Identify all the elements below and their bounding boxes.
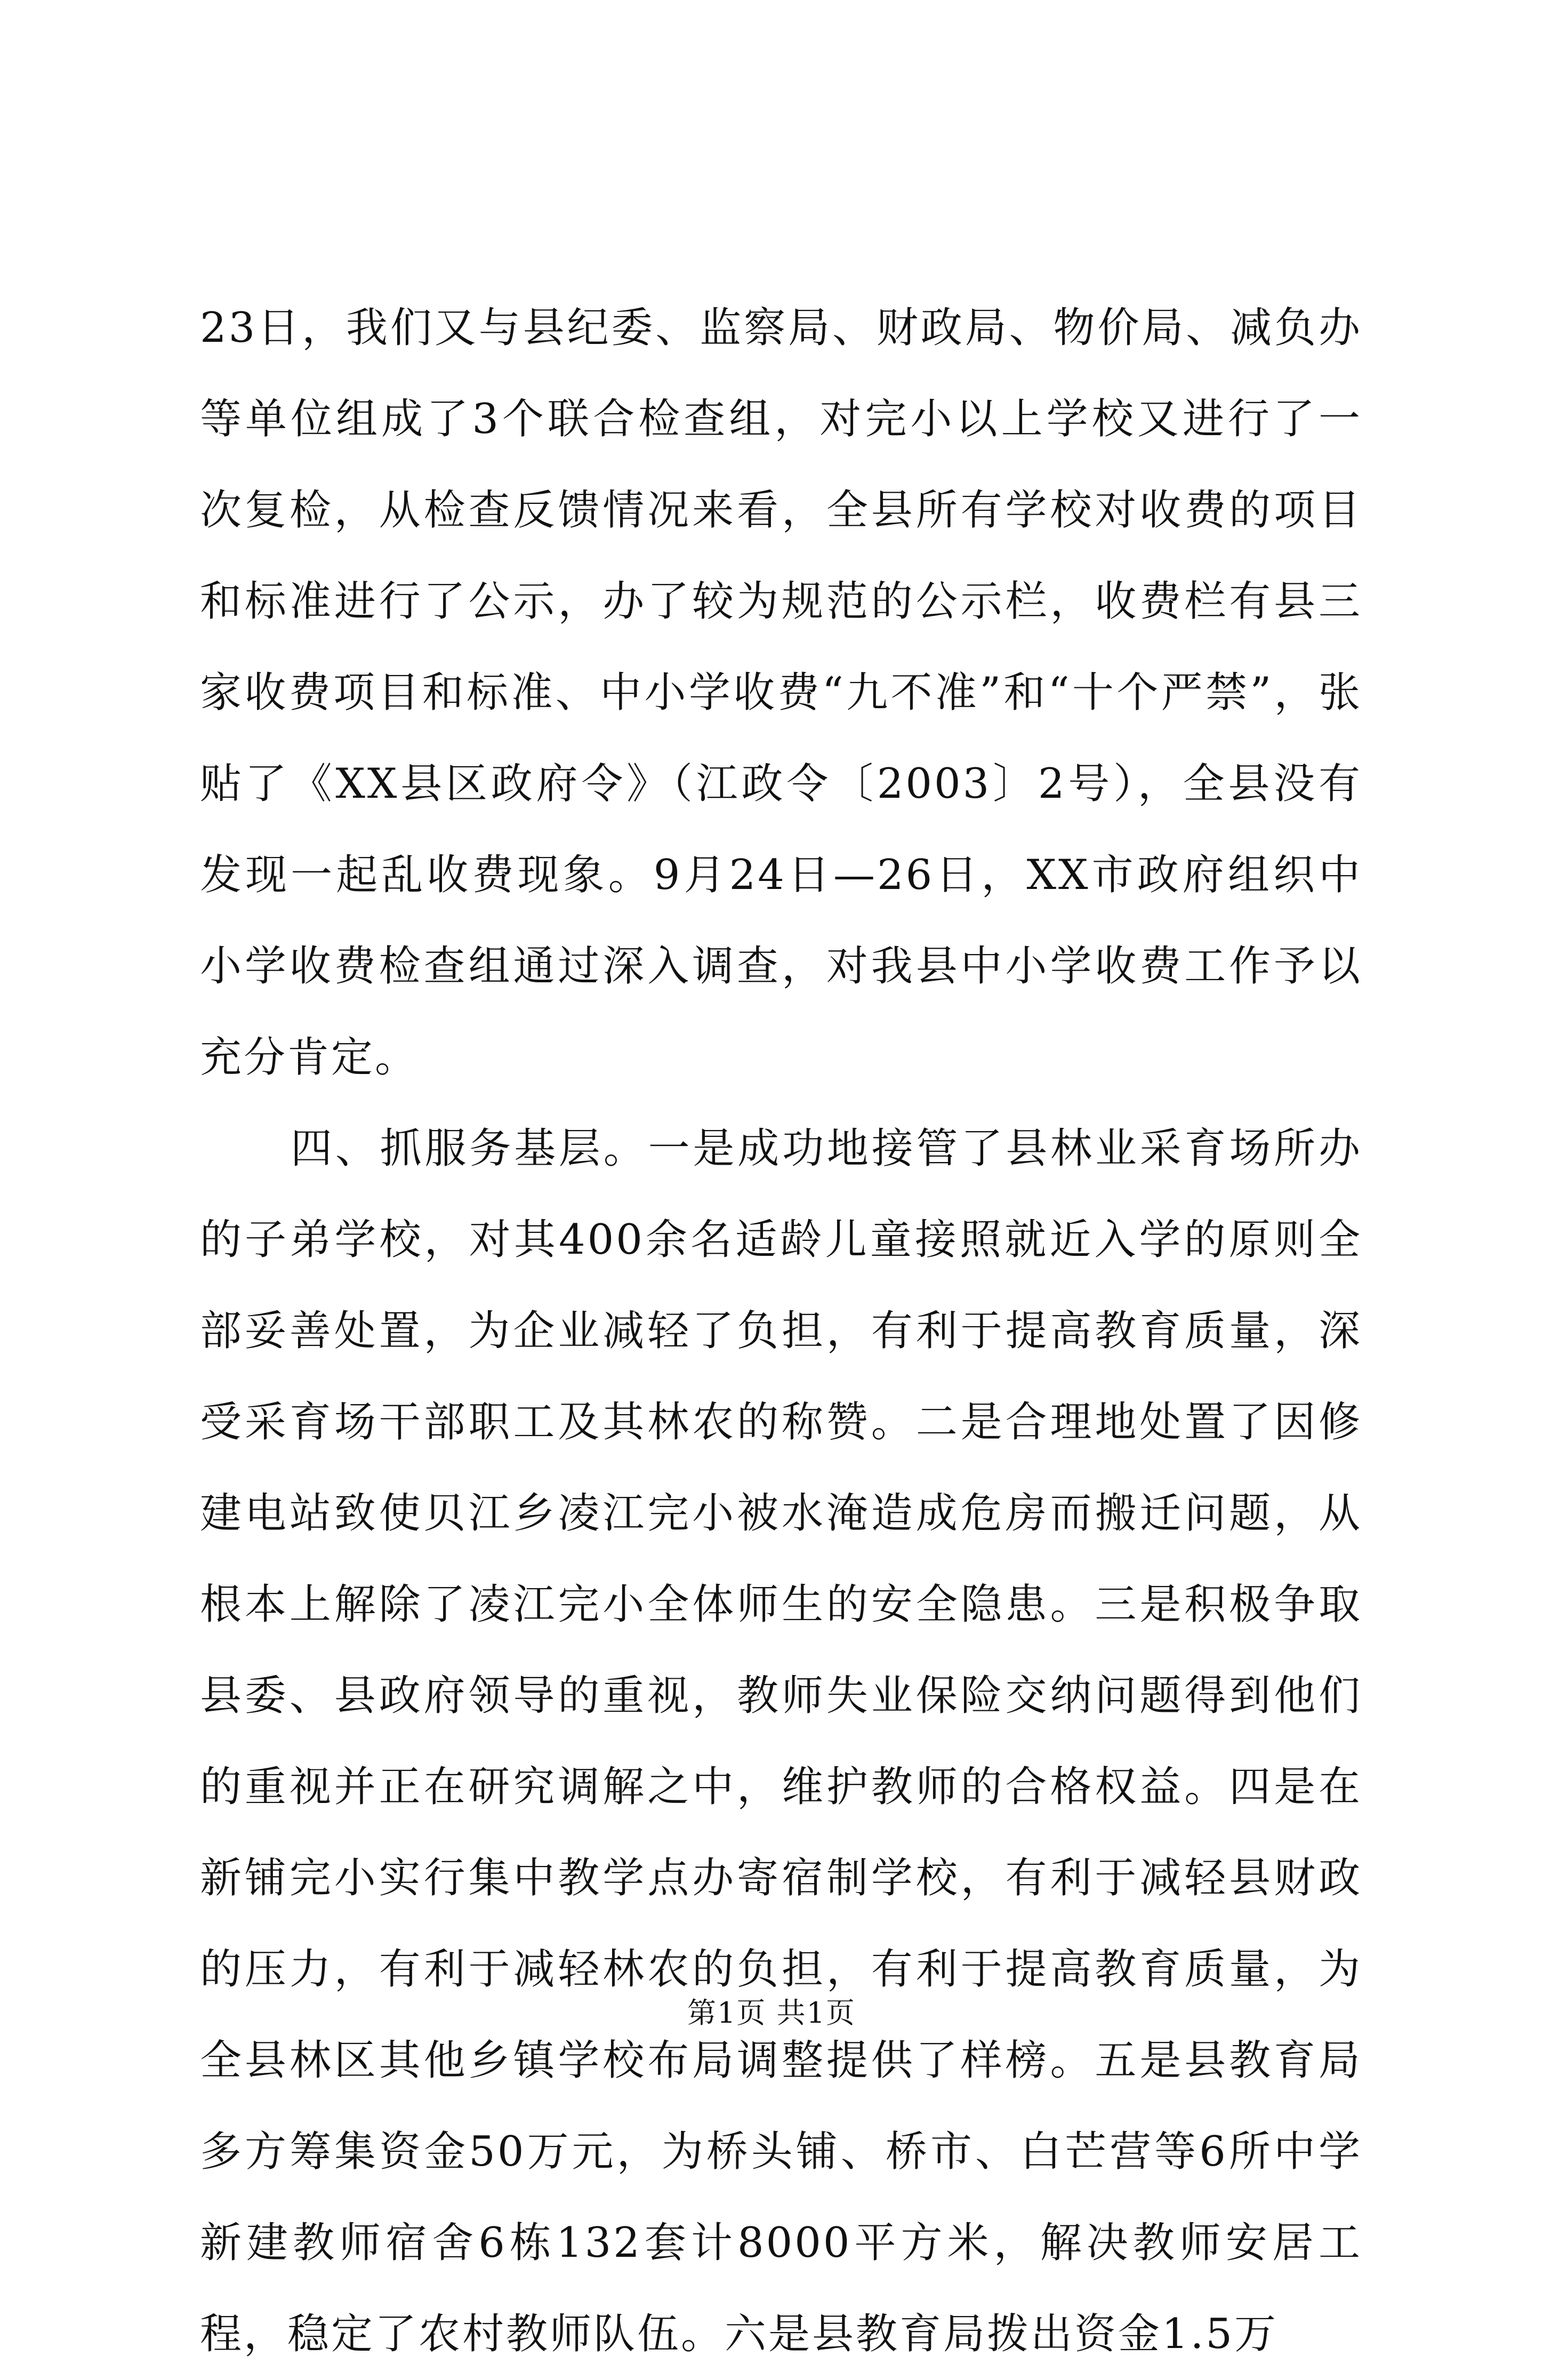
paragraph-serve-grassroots: 四、抓服务基层。一是成功地接管了县林业采育场所办的子弟学校，对其400余名适龄儿童接照就近入学的原则全部妥善处置，为企业减轻了负担，有利于提高教育质量，深受采育场干部职工及其林农的称赞。二是合理地处置了因修建电站致使贝江乡凌江完小被水淹造成危房而搬迁问题，从根本上解除了凌江完小全体师生的安全隐患。三是积极争取县委、县政府领导的重视，教师失业保险交纳问题得到他们的重视并正在研究调解之中，维护教师的合格权益。四是在新铺完小实行集中教学点办寄宿制学校，有利于减轻县财政的压力，有利于减轻林农的负担，有利于提高教育质量，为全县林区其他乡镇学校布局调整提供了样榜。五是县教育局多方筹集资金50万元，为桥头铺、桥市、白芒营等6所中学新建教师宿舍6栋132套计8000平方米，解决教师安居工程，稳定了农村教师队伍。六是县教育局拨出资金1.5万 bbox=[200, 1125, 1362, 2358]
paragraph-inspection-results: 23日，我们又与县纪委、监察局、财政局、物价局、减负办等单位组成了3个联合检查组，对完小以上学校又进行了一次复检，从检查反馈情况来看，全县所有学校对收费的项目和标准进行了公示，办了较为规范的公示栏，收费栏有县三家收费项目和标准、中小学收费“九不准”和“十个严禁”，张贴了《XX县区政府令》（江政令〔2003〕2号），全县没有发现一起乱收费现象。9月24日—26日，XX市政府组织中小学收费检查组通过深入调查，对我县中小学收费工作予以充分肯定。 bbox=[200, 304, 1362, 1081]
page-footer: 第1页 共1页 bbox=[687, 1996, 856, 2030]
document-body bbox=[200, 283, 1362, 2380]
